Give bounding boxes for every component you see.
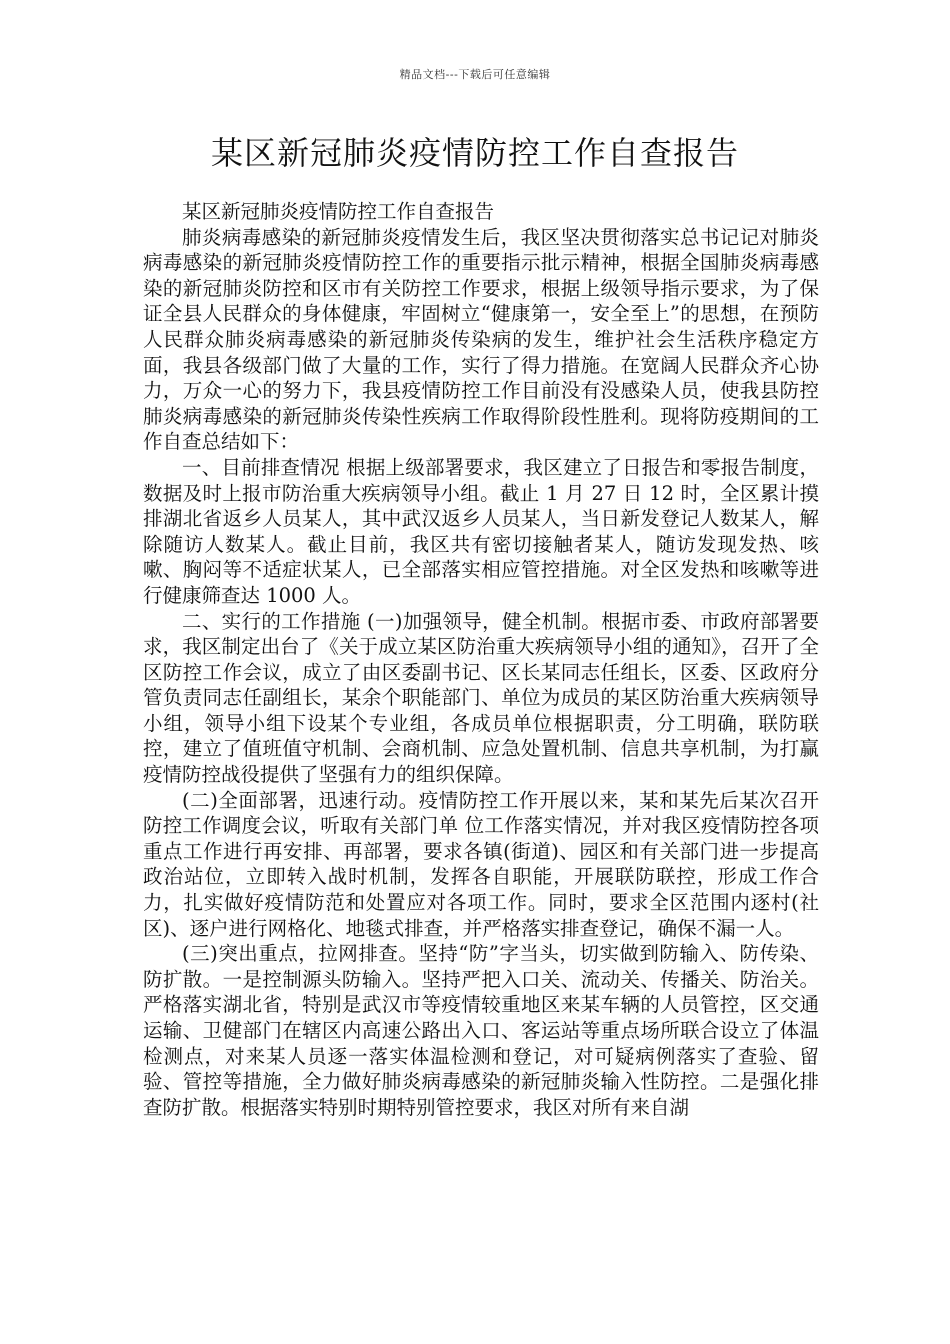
page-header-note: 精品文档---下载后可任意编辑 — [399, 68, 551, 81]
paragraph-section-1: 一、目前排查情况 根据上级部署要求，我区建立了日报告和零报告制度，数据及时上报市防治重大疾病领导小组。截止 1 月 27 日 12 时，全区累计摸排湖北省返乡人员某人，其中武汉返乡人员某人，当日新发登记人数某人，解除随访人数某人。截止目前，我区共有密切接触者某人，随访发现发热、咳嗽、胸闷等不适症状某人，已全部落实相应管控措施。对全区发热和咳嗽等进行健康筛查达 1000 人。 — [143, 455, 819, 607]
paragraph-subtitle: 某区新冠肺炎疫情防控工作自查报告 — [182, 200, 495, 223]
document-body — [143, 199, 819, 1120]
paragraph-section-2-3: (三)突出重点，拉网排查。坚持“防”字当头，切实做到防输入、防传染、防扩散。一是控制源头防输入。坚持严把入口关、流动关、传播关、防治关。严格落实湖北省，特别是武汉市等疫情较重地区来某车辆的人员管控，区交通运输、卫健部门在辖区内高速公路出入口、客运站等重点场所联合设立了体温检测点，对来某人员逐一落实体温检测和登记，对可疑病例落实了查验、留验、管控等措施，全力做好肺炎病毒感染的新冠肺炎输入性防控。二是强化排查防扩散。根据落实特别时期特别管控要求，我区对所有来自湖 — [143, 942, 819, 1119]
document-title: 某区新冠肺炎疫情防控工作自查报告 — [210, 134, 739, 172]
paragraph-section-2: 二、实行的工作措施 (一)加强领导，健全机制。根据市委、市政府部署要求，我区制定出台了《关于成立某区防治重大疾病领导小组的通知》，召开了全区防控工作会议，成立了由区委副书记、区长某同志任组长，区委、区政府分管负责同志任副组长，某余个职能部门、单位为成员的某区防治重大疾病领导小组，领导小组下设某个专业组，各成员单位根据职责，分工明确，联防联控，建立了值班值守机制、会商机制、应急处置机制、信息共享机制，为打赢疫情防控战役提供了坚强有力的组织保障。 — [143, 609, 819, 787]
paragraph-section-2-2: (二)全面部署，迅速行动。疫情防控工作开展以来，某和某先后某次召开防控工作调度会议，听取有关部门单 位工作落实情况，并对我区疫情防控各项重点工作进行再安排、再部署，要求各镇(街道)、园区和有关部门进一步提高政治站位，立即转入战时机制，发挥各自职能，开展联防联控，形成工作合力，扎实做好疫情防范和处置应对各项工作。同时，要求全区范围内逐村(社区)、逐户进行网格化、地毯式排查，并严格落实排查登记，确保不漏一人。 — [143, 788, 819, 940]
paragraph-intro: 肺炎病毒感染的新冠肺炎疫情发生后，我区坚决贯彻落实总书记记对肺炎病毒感染的新冠肺炎疫情防控工作的重要指示批示精神，根据全国肺炎病毒感染的新冠肺炎防控和区市有关防控工作要求，根据上级领导指示要求，为了保证全县人民群众的身体健康，牢固树立“健康第一，安全至上”的思想，在预防人民群众肺炎病毒感染的新冠肺炎传染病的发生，维护社会生活秩序稳定方面，我县各级部门做了大量的工作，实行了得力措施。在宽阔人民群众齐心协力，万众一心的努力下，我县疫情防控工作目前没有没感染人员，使我县防控肺炎病毒感染的新冠肺炎传染性疾病工作取得阶段性胜利。现将防疫期间的工作自查总结如下： — [143, 225, 819, 454]
